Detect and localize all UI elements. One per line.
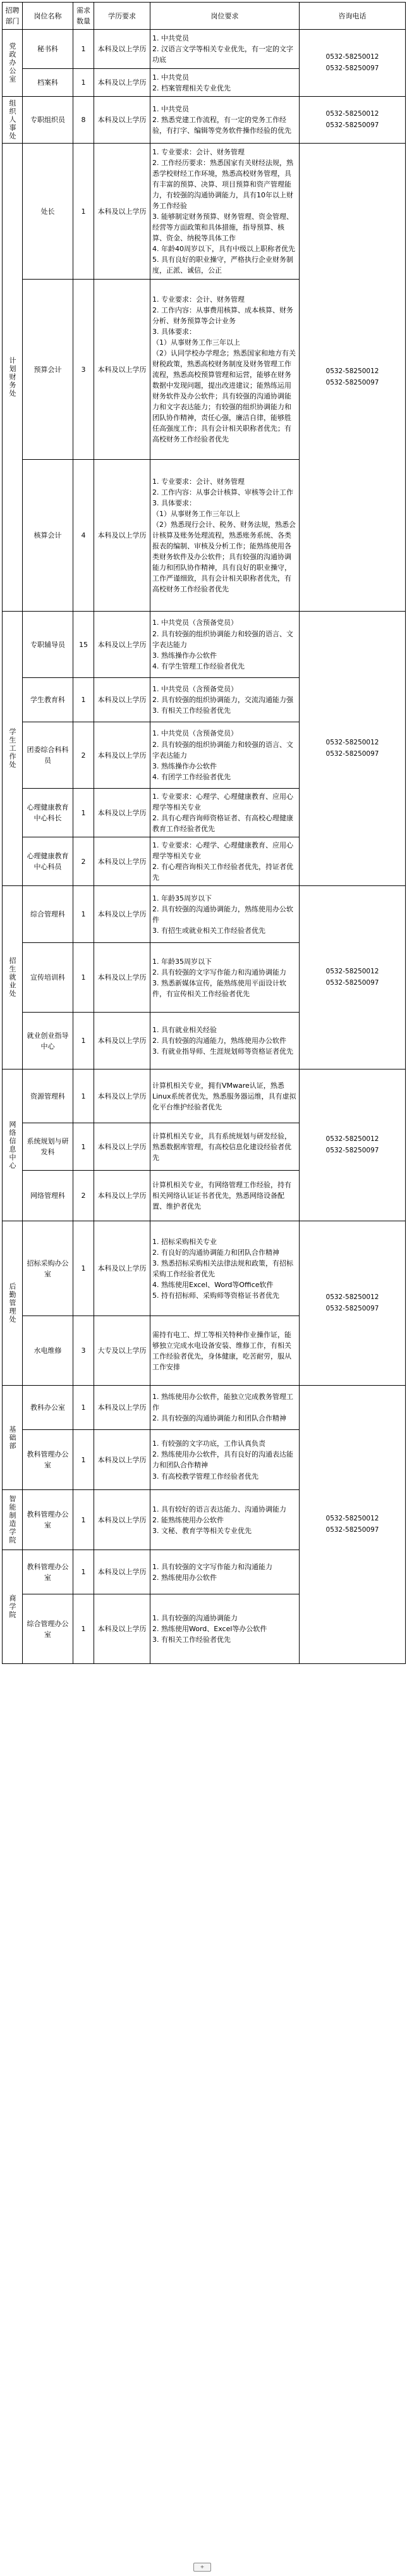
requirement-line: 2. 具有较强的组织协调能力和较强的语言、文字表达能力 xyxy=(152,740,293,760)
count-cell: 3 xyxy=(73,1316,94,1386)
header-cell: 需求数量 xyxy=(73,3,94,30)
phone-number[interactable]: 0532-58250012 xyxy=(325,1293,379,1302)
position-cell: 专职辅导员 xyxy=(23,612,73,678)
dept-cell xyxy=(3,144,23,612)
requirement-line: 1. 具有较强的沟通协调能力 xyxy=(152,1614,238,1623)
phone-number[interactable]: 0532-58250097 xyxy=(325,749,379,758)
edu-cell: 本科及以上学历 xyxy=(94,1386,150,1430)
requirement-line: 2. 具有较强的组织协调能力，交流沟通能力强 xyxy=(152,696,293,705)
position-cell: 水电维修 xyxy=(23,1316,73,1386)
requirement-line: 3. 有招生或就业相关工作经验者优先 xyxy=(152,927,265,935)
edu-cell: 本科及以上学历 xyxy=(94,1430,150,1490)
requirements-cell xyxy=(150,1221,300,1316)
requirements-cell xyxy=(150,1316,300,1386)
requirement-line: 3. 熟悉招标采购相关法律法规和政策，有招标采购工作经验者优先 xyxy=(152,1259,293,1278)
requirements-cell xyxy=(150,722,300,789)
position-cell: 预算会计 xyxy=(23,280,73,460)
count-cell: 2 xyxy=(73,837,94,886)
table-row xyxy=(3,886,406,943)
phone-cell xyxy=(300,1221,406,1386)
dept-label: 招生就业处 xyxy=(8,957,17,999)
phone-number[interactable]: 0532-58250012 xyxy=(325,1135,379,1143)
count-cell: 4 xyxy=(73,460,94,612)
header-cell: 学历要求 xyxy=(94,3,150,30)
requirement-line: 1. 中共党员（含预备党员） xyxy=(152,729,238,738)
requirement-line: 2. 具有较强的沟通协调能力，熟练使用办公软件 xyxy=(152,904,293,924)
requirement-line: 2. 熟练使用办公软件，具有良好的沟通表达能力和团队合作精神 xyxy=(152,1450,293,1470)
edu-cell: 本科及以上学历 xyxy=(94,1490,150,1550)
count-cell: 1 xyxy=(73,30,94,69)
position-cell: 就业创业指导中心 xyxy=(23,1013,73,1069)
requirement-line: 3. 有相关工作经验者优先 xyxy=(152,1636,231,1644)
phone-number[interactable]: 0532-58250097 xyxy=(325,64,379,72)
requirement-line: 计算机相关专业，有网络管理工作经验，持有相关网络认证证书者优先，熟悉网络设备配置、维护者优先 xyxy=(152,1181,291,1211)
requirements-cell xyxy=(150,97,300,144)
requirement-line: 2. 能熟练使用办公软件 xyxy=(152,1515,224,1524)
requirement-line: 1. 具有就业相关经验 xyxy=(152,1026,217,1035)
count-cell: 15 xyxy=(73,612,94,678)
header-cell: 岗位要求 xyxy=(150,3,300,30)
requirement-line: 2. 熟悉党建工作流程，有一定的党务工作经验，有打字、编辑等党务软件操作经验的优先 xyxy=(152,116,291,135)
dept-cell xyxy=(3,1069,23,1221)
requirements-cell xyxy=(150,1594,300,1664)
requirement-line: 4. 有团学工作经验者优先 xyxy=(152,772,231,781)
table-row xyxy=(3,1386,406,1430)
requirement-line: 1. 专业要求：会计、财务管理 xyxy=(152,147,245,156)
edu-cell: 本科及以上学历 xyxy=(94,144,150,280)
requirement-line: 3. 熟悉新媒体宣传，能熟练使用平面设计软件，有宣传相关工作经验者优先 xyxy=(152,978,286,999)
count-cell: 1 xyxy=(73,789,94,837)
phone-cell xyxy=(300,30,406,97)
requirements-cell xyxy=(150,1550,300,1594)
requirement-line: 计算机相关专业，具有系统规划与研发经验，熟悉数据库管理，有高校信息化建设经验者优先 xyxy=(152,1131,291,1162)
phone-cell xyxy=(300,1069,406,1221)
requirement-line: 2. 具有较强的组织协调能力和较强的语言、文字表达能力 xyxy=(152,629,293,649)
count-cell: 1 xyxy=(73,943,94,1013)
requirements-cell xyxy=(150,837,300,886)
requirement-line: 计算机相关专业，拥有VMware认证，熟悉Linux系统者优先，熟悉服务器运维，具有虚拟化平台维护经验者优先 xyxy=(152,1081,296,1111)
requirement-line: 2. 具有较强的沟通能力，熟练使用办公软件 xyxy=(152,1037,286,1045)
requirement-line: 4. 有学生管理工作经验者优先 xyxy=(152,662,245,670)
requirements-cell xyxy=(150,886,300,943)
position-cell: 宣传培训科 xyxy=(23,943,73,1013)
requirement-line: 1. 中共党员 xyxy=(152,105,189,114)
requirement-line: 1. 具有较强的文字写作能力和沟通能力 xyxy=(152,1562,272,1571)
edu-cell: 本科及以上学历 xyxy=(94,789,150,837)
edu-cell: 本科及以上学历 xyxy=(94,69,150,97)
position-cell: 系统规划与研发科 xyxy=(23,1123,73,1171)
requirements-cell xyxy=(150,789,300,837)
dept-cell xyxy=(3,612,23,886)
requirements-cell xyxy=(150,1171,300,1221)
requirement-line: 2. 具有较强的沟通协调能力和团队合作精神 xyxy=(152,1414,286,1423)
requirements-cell xyxy=(150,280,300,460)
count-cell: 1 xyxy=(73,144,94,280)
edu-cell: 本科及以上学历 xyxy=(94,1221,150,1316)
requirement-line: 3. 具体要求： xyxy=(152,498,196,507)
edu-cell: 本科及以上学历 xyxy=(94,1013,150,1069)
requirements-cell xyxy=(150,460,300,612)
recruitment-table xyxy=(2,2,406,1664)
dept-label: 学生工作处 xyxy=(8,728,17,770)
dept-label: 商学院 xyxy=(8,1594,17,1620)
edu-cell: 本科及以上学历 xyxy=(94,1123,150,1171)
requirement-line: 4. 熟练使用Excel、Word等Office软件 xyxy=(152,1281,274,1290)
position-cell: 综合管理科 xyxy=(23,886,73,943)
count-cell: 8 xyxy=(73,97,94,144)
requirements-cell xyxy=(150,69,300,97)
requirement-line: 4. 年龄40周岁以下，具有中级以上职称者优先 xyxy=(152,245,295,254)
count-cell: 1 xyxy=(73,1430,94,1490)
edu-cell: 本科及以上学历 xyxy=(94,460,150,612)
position-cell: 综合管理办公室 xyxy=(23,1594,73,1664)
requirement-line: 2. 熟练使用办公软件 xyxy=(152,1573,217,1582)
table-row xyxy=(3,1221,406,1316)
requirement-line: （2）认同学校办学理念；熟悉国家和地方有关财税政策，熟悉高校财务制度及财务管理工作流程，熟悉高校预算管理和运营，能够在财务数据中发现问题，提出改进建议；能熟练运用财务软件及办公软件；具有较强的沟通协调能力和文字表达能力；有较强的组织协调能力和团队协作精神，责任心强，廉洁自律，能够胜任高强度工作；具有会计相关职称者优先；有高校财务工作经验者优先 xyxy=(152,349,296,444)
phone-number[interactable]: 0532-58250012 xyxy=(325,52,379,61)
phone-number[interactable]: 0532-58250097 xyxy=(325,1146,379,1154)
edu-cell: 本科及以上学历 xyxy=(94,30,150,69)
edu-cell: 本科及以上学历 xyxy=(94,943,150,1013)
count-cell: 2 xyxy=(73,722,94,789)
phone-number[interactable]: 0532-58250012 xyxy=(325,109,379,118)
dept-label: 网络信息中心 xyxy=(8,1120,17,1170)
dept-label: 党政办公室 xyxy=(8,42,17,84)
requirement-line: 1. 中共党员（含预备党员） xyxy=(152,685,238,694)
requirement-line: 5. 具有良好的职业操守，严格执行企业财务制度，正派、诚信，公正 xyxy=(152,256,293,275)
requirements-cell xyxy=(150,612,300,678)
count-cell: 1 xyxy=(73,1013,94,1069)
count-cell: 1 xyxy=(73,1386,94,1430)
dept-cell xyxy=(3,1221,23,1386)
table-header-row xyxy=(3,3,406,30)
dept-label: 计划财务处 xyxy=(8,357,17,398)
requirement-line: 2. 具有较强的文字写作能力和沟通协调能力 xyxy=(152,968,286,977)
count-cell: 1 xyxy=(73,678,94,722)
edu-cell: 本科及以上学历 xyxy=(94,1069,150,1123)
dept-label: 智能制造学院 xyxy=(8,1495,17,1545)
edu-cell: 本科及以上学历 xyxy=(94,612,150,678)
position-cell: 团委综合科科员 xyxy=(23,722,73,789)
requirement-line: 1. 专业要求：心理学、心理健康教育、应用心理学等相关专业 xyxy=(152,792,293,812)
count-cell: 1 xyxy=(73,69,94,97)
requirement-line: 1. 招标采购相关专业 xyxy=(152,1237,217,1246)
dept-label: 基础部 xyxy=(8,1425,17,1450)
position-cell: 专职组织员 xyxy=(23,97,73,144)
position-cell: 核算会计 xyxy=(23,460,73,612)
position-cell: 学生教育科 xyxy=(23,678,73,722)
count-cell: 1 xyxy=(73,1490,94,1550)
phone-cell xyxy=(300,144,406,612)
edu-cell: 本科及以上学历 xyxy=(94,678,150,722)
position-cell: 心理健康教育中心科员 xyxy=(23,837,73,886)
requirement-line: 2. 工作内容：从事会计核算、审核等会计工作 xyxy=(152,488,293,496)
requirement-line: （1）从事财务工作三年以上 xyxy=(152,338,240,347)
requirement-line: 3. 有就业指导师、生涯规划师等资格证者优先 xyxy=(152,1047,293,1056)
count-cell: 2 xyxy=(73,1171,94,1221)
phone-number[interactable]: 0532-58250012 xyxy=(325,367,379,375)
requirement-line: 2. 汉语言文学等相关专业优先，有一定的文字功底 xyxy=(152,45,293,65)
count-cell: 1 xyxy=(73,886,94,943)
requirement-line: 1. 中共党员 xyxy=(152,34,189,43)
dept-cell xyxy=(3,886,23,1069)
dept-cell xyxy=(3,1550,23,1664)
edu-cell: 本科及以上学历 xyxy=(94,280,150,460)
count-cell: 3 xyxy=(73,280,94,460)
phone-number[interactable]: 0532-58250012 xyxy=(325,1515,379,1523)
dept-cell xyxy=(3,30,23,97)
requirements-cell xyxy=(150,1123,300,1171)
requirement-line: 3. 具体要求： xyxy=(152,327,196,336)
requirements-cell xyxy=(150,30,300,69)
requirement-line: 1. 年龄35周岁以下 xyxy=(152,957,212,966)
dept-cell xyxy=(3,97,23,144)
requirements-cell xyxy=(150,1013,300,1069)
phone-number[interactable]: 0532-58250097 xyxy=(325,978,379,987)
phone-number[interactable]: 0532-58250097 xyxy=(325,121,379,129)
phone-number[interactable]: 0532-58250012 xyxy=(325,738,379,746)
position-cell: 资源管理科 xyxy=(23,1069,73,1123)
requirement-line: 1. 具有较好的语言表达能力、沟通协调能力 xyxy=(152,1505,286,1513)
requirement-line: 1. 有较强的文字功底，工作认真负责 xyxy=(152,1439,265,1448)
phone-cell xyxy=(300,612,406,886)
edu-cell: 本科及以上学历 xyxy=(94,1550,150,1594)
requirement-line: 1. 中共党员（含预备党员） xyxy=(152,619,238,627)
requirement-line: 1. 熟练使用办公软件，能独立完成教务管理工作 xyxy=(152,1393,293,1412)
header-cell: 招聘部门 xyxy=(3,3,23,30)
requirements-cell xyxy=(150,678,300,722)
edu-cell: 大专及以上学历 xyxy=(94,1316,150,1386)
position-cell: 招标采购办公室 xyxy=(23,1221,73,1316)
position-cell: 教科办公室 xyxy=(23,1386,73,1430)
requirements-cell xyxy=(150,1430,300,1490)
requirement-line: 3. 有高校教学管理工作经验者优先 xyxy=(152,1472,258,1481)
position-cell: 教科管理办公室 xyxy=(23,1490,73,1550)
count-cell: 1 xyxy=(73,1221,94,1316)
table-row xyxy=(3,97,406,144)
table-row xyxy=(3,1069,406,1123)
requirement-line: 2. 工作内容：从事费用核算、成本核算、财务分析、财务预算等会计业务 xyxy=(152,305,293,325)
phone-cell xyxy=(300,1386,406,1664)
requirements-cell xyxy=(150,1069,300,1123)
table-body xyxy=(3,30,406,1664)
count-cell: 1 xyxy=(73,1069,94,1123)
requirement-line: 2. 熟练使用Word、Excel等办公软件 xyxy=(152,1625,267,1634)
table-row xyxy=(3,612,406,678)
count-cell: 1 xyxy=(73,1594,94,1664)
position-cell: 教科管理办公室 xyxy=(23,1550,73,1594)
requirement-line: 2. 有良好的沟通协调能力和团队合作精神 xyxy=(152,1248,279,1257)
position-cell: 秘书科 xyxy=(23,30,73,69)
requirement-line: 3. 文秘、教育学等相关专业优先 xyxy=(152,1526,252,1535)
phone-cell xyxy=(300,97,406,144)
dept-cell xyxy=(3,1386,23,1490)
header-cell: 岗位名称 xyxy=(23,3,73,30)
requirement-line: 2. 工作经历要求：熟悉国家有关财经法规，熟悉学校财经工作环境，熟悉高校财务管理，具有丰富的预算、决算、项目预算和资产管理能力，有较强的沟通协调能力，具有10年以上财务工作经验 xyxy=(152,158,293,211)
count-cell: 1 xyxy=(73,1123,94,1171)
phone-number[interactable]: 0532-58250097 xyxy=(325,378,379,386)
requirement-line: 2. 具有心理咨询师资格证者、有高校心理健康教育工作经验者优先 xyxy=(152,814,293,834)
position-cell: 档案科 xyxy=(23,69,73,97)
requirement-line: 1. 专业要求：会计、财务管理 xyxy=(152,295,245,304)
requirements-cell xyxy=(150,1490,300,1550)
table-row xyxy=(3,30,406,69)
requirement-line: 1. 中共党员 xyxy=(152,73,189,82)
edu-cell: 本科及以上学历 xyxy=(94,1594,150,1664)
position-cell: 教科管理办公室 xyxy=(23,1430,73,1490)
dept-label: 组织人事处 xyxy=(8,99,17,141)
dept-label: 后勤管理处 xyxy=(8,1283,17,1324)
edu-cell: 本科及以上学历 xyxy=(94,722,150,789)
expand-button[interactable]: + xyxy=(193,2563,211,2572)
count-cell: 1 xyxy=(73,1550,94,1594)
position-cell: 心理健康教育中心科长 xyxy=(23,789,73,837)
requirement-line: 需持有电工、焊工等相关特种作业操作证，能够独立完成水电设备安装、维修工作，有相关工作经验者优先，身体健康，吃苦耐劳，服从工作安排 xyxy=(152,1330,291,1372)
phone-number[interactable]: 0532-58250012 xyxy=(325,968,379,976)
position-cell: 网络管理科 xyxy=(23,1171,73,1221)
header-cell: 咨询电话 xyxy=(300,3,406,30)
requirements-cell xyxy=(150,1386,300,1430)
edu-cell: 本科及以上学历 xyxy=(94,886,150,943)
requirement-line: 1. 专业要求：会计、财务管理 xyxy=(152,477,245,486)
requirements-cell xyxy=(150,144,300,280)
requirement-line: 1. 年龄35周岁以下 xyxy=(152,894,212,903)
edu-cell: 本科及以上学历 xyxy=(94,97,150,144)
requirement-line: 2. 档案管理相关专业优先 xyxy=(152,83,231,92)
requirement-line: 3. 熟练操作办公软件 xyxy=(152,651,217,660)
dept-cell xyxy=(3,1490,23,1550)
requirement-line: 3. 熟练操作办公软件 xyxy=(152,761,217,770)
requirement-line: 5. 持有招标师、采购师等资格证书者优先 xyxy=(152,1291,279,1300)
requirement-line: （2）熟悉现行会计、税务、财务法规，熟悉会计核算及账务处理流程，熟悉账务系统、各类报表的编制、审核及分析工作；能熟练使用各类财务软件及办公软件；具有较强的沟通协调能力和团队协作精神，具有良好的职业操守，工作严谨细致，具有会计相关职称者优先，有高校财务工作经验者优先 xyxy=(152,521,296,594)
requirements-cell xyxy=(150,943,300,1013)
requirement-line: （1）从事财务工作三年以上 xyxy=(152,509,240,518)
edu-cell: 本科及以上学历 xyxy=(94,837,150,886)
position-cell: 处长 xyxy=(23,144,73,280)
requirement-line: 2. 有心理咨询相关工作经验者优先，持证者优先 xyxy=(152,863,293,882)
requirement-line: 3. 能够制定财务预算、财务管理、资金管理、经营等方面政策和具体措施，指导预算、核算、资金、纳税等具体工作 xyxy=(152,213,293,243)
phone-cell xyxy=(300,886,406,1069)
table-row xyxy=(3,144,406,280)
edu-cell: 本科及以上学历 xyxy=(94,1171,150,1221)
requirement-line: 1. 专业要求：心理学、心理健康教育、应用心理学等相关专业 xyxy=(152,841,293,861)
phone-number[interactable]: 0532-58250097 xyxy=(325,1525,379,1534)
requirement-line: 3. 有相关工作经验者优先 xyxy=(152,706,231,715)
phone-number[interactable]: 0532-58250097 xyxy=(325,1304,379,1312)
